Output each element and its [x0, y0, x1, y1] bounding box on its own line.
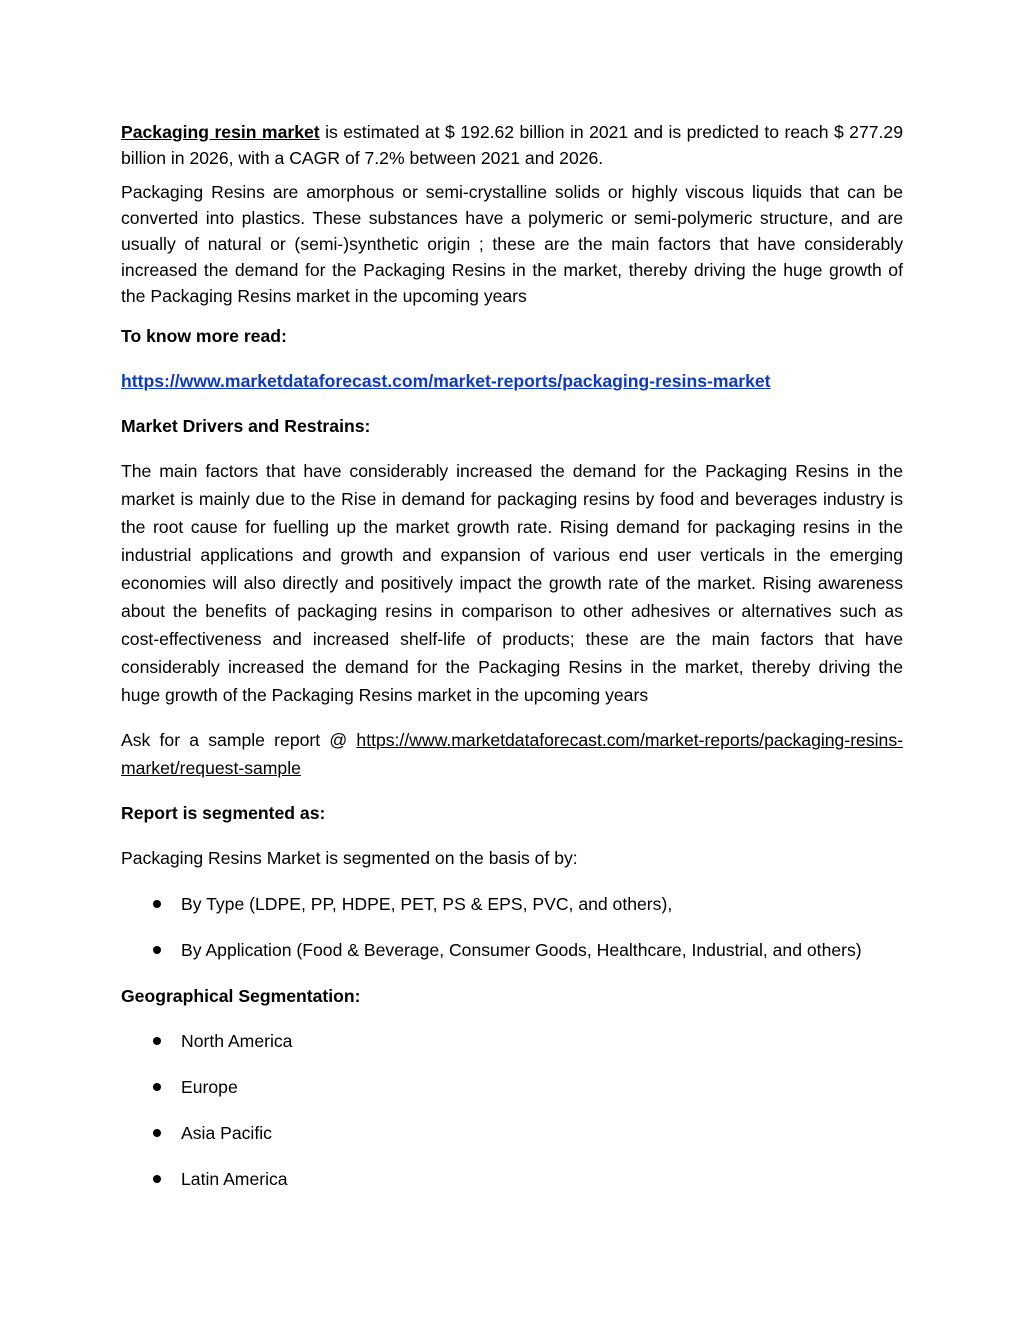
bullet-icon [153, 1083, 161, 1091]
list-item-text: By Type (LDPE, PP, HDPE, PET, PS & EPS, PVC, and others), [181, 894, 673, 914]
intro-paragraph [121, 119, 903, 171]
list-item-text: North America [181, 1031, 293, 1051]
list-item [121, 1027, 903, 1055]
bullet-icon [153, 1037, 161, 1045]
packaging-resin-market-link[interactable]: Packaging resin market [121, 122, 320, 142]
list-item [121, 1073, 903, 1101]
drivers-paragraph: The main factors that have considerably increased the demand for the Packaging Resins in the market is mainly due to the Rise in demand for packaging resins by food and beverages industry is the root cause for fuelling up the market growth rate. Rising demand for packaging resins in the industrial applications and growth and expansion of various end user verticals in the emerging economies will also directly and positively impact the growth rate of the market. Rising awareness about the benefits of packaging resins in comparison to other adhesives or alternatives such as cost-effectiveness and increased shelf-life of products; these are the main factors that have considerably increased the demand for the Packaging Resins in the market, thereby driving the huge growth of the Packaging Resins market in the upcoming years [121, 461, 903, 705]
sample-report-link[interactable]: https://www.marketdataforecast.com/market-reports/packaging-resins-market/request-sample [121, 730, 903, 778]
read-more-label: To know more read: [121, 326, 287, 346]
geography-list [121, 1027, 903, 1193]
segmentation-intro: Packaging Resins Market is segmented on the basis of by: [121, 848, 578, 868]
list-item [121, 936, 903, 964]
list-item-text: Latin America [181, 1169, 288, 1189]
list-item-text: Europe [181, 1077, 238, 1097]
description-paragraph: Packaging Resins are amorphous or semi-crystalline solids or highly viscous liquids that can be converted into plastics. These substances have a polymeric or semi-polymeric structure, and are usually of natural or (semi-)synthetic origin ; these are the main factors that have considerably increased the demand for the Packaging Resins in the market, thereby driving the huge growth of the Packaging Resins market in the upcoming years [121, 182, 903, 306]
list-item-text: Asia Pacific [181, 1123, 272, 1143]
segmentation-list [121, 890, 903, 964]
list-item [121, 1165, 903, 1193]
list-item [121, 1119, 903, 1147]
drivers-heading: Market Drivers and Restrains: [121, 416, 371, 436]
intro-text: is estimated at $ 192.62 billion in 2021 and is predicted to reach $ 277.29 billion in 2026, with a CAGR of 7.2% between 2021 and 2026. [121, 122, 903, 168]
read-more-paragraph [121, 367, 903, 395]
bullet-icon [153, 900, 161, 908]
sample-paragraph [121, 726, 903, 782]
document-page [121, 119, 903, 1211]
segmentation-heading: Report is segmented as: [121, 803, 326, 823]
bullet-icon [153, 946, 161, 954]
bullet-icon [153, 1175, 161, 1183]
list-item-text: By Application (Food & Beverage, Consumer Goods, Healthcare, Industrial, and others) [181, 940, 862, 960]
report-link[interactable]: https://www.marketdataforecast.com/market-reports/packaging-resins-market [121, 371, 771, 391]
sample-prefix: Ask for a sample report @ [121, 730, 357, 750]
bullet-icon [153, 1129, 161, 1137]
geography-heading: Geographical Segmentation: [121, 986, 361, 1006]
list-item [121, 890, 903, 918]
